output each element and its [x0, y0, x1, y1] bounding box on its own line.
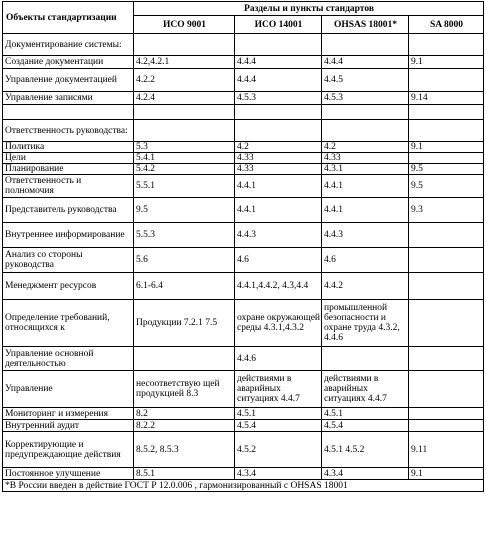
cell: 4.2	[322, 142, 409, 153]
row-label: Управление основной деятельностью	[3, 347, 134, 371]
cell: 4.4.1	[235, 175, 322, 198]
cell: 9.5	[409, 175, 484, 198]
table-row	[3, 420, 484, 432]
cell: 8.2	[134, 408, 235, 420]
header-iso9001: ИСО 9001	[134, 16, 235, 34]
cell	[409, 223, 484, 248]
cell: 9.1	[409, 468, 484, 480]
table-row	[3, 432, 484, 468]
row-label: Внутренний аудит	[3, 420, 134, 432]
cell	[409, 408, 484, 420]
cell: 4.4.1	[322, 198, 409, 223]
row-label: Управление	[3, 371, 134, 408]
row-label: Ответственность руководства:	[3, 120, 134, 142]
cell	[134, 120, 235, 142]
table-row	[3, 223, 484, 248]
cell: 4.4.2	[322, 273, 409, 300]
cell	[409, 248, 484, 273]
cell: 9.3	[409, 198, 484, 223]
table-row	[3, 120, 484, 142]
header-objects: Объекты стандартизации	[3, 2, 134, 34]
cell: 9.1	[409, 142, 484, 153]
cell	[409, 120, 484, 142]
cell	[235, 34, 322, 56]
row-label: Управление записями	[3, 92, 134, 105]
cell: 8.2.2	[134, 420, 235, 432]
cell: 4.33	[322, 153, 409, 164]
cell: 4.4.4	[235, 56, 322, 69]
row-label: Мониторинг и измерения	[3, 408, 134, 420]
cell: 4.2.2	[134, 69, 235, 92]
cell: несоответствую щей продукцией 8.3	[134, 371, 235, 408]
row-label: Планирование	[3, 164, 134, 175]
table-row	[3, 56, 484, 69]
cell: 4.4.6	[235, 347, 322, 371]
cell: 4.4.5	[322, 69, 409, 92]
header-sections: Разделы и пункты стандартов	[134, 2, 484, 16]
table-row	[3, 273, 484, 300]
cell: 5.5.3	[134, 223, 235, 248]
cell: 5.5.1	[134, 175, 235, 198]
cell: 8.5.2, 8.5.3	[134, 432, 235, 468]
table-row	[3, 468, 484, 480]
cell: 9.1	[409, 56, 484, 69]
row-label: Создание документации	[3, 56, 134, 69]
cell: 4.4.3	[235, 223, 322, 248]
cell: 5.4.1	[134, 153, 235, 164]
header-iso14001: ИСО 14001	[235, 16, 322, 34]
table-row	[3, 69, 484, 92]
cell	[409, 371, 484, 408]
cell: 4.5.4	[322, 420, 409, 432]
table-row	[3, 164, 484, 175]
cell	[322, 120, 409, 142]
row-label: Постоянное улучшение	[3, 468, 134, 480]
cell	[409, 300, 484, 347]
row-label: Корректирующие и предупреждающие действия	[3, 432, 134, 468]
row-label: Ответственность и полномочия	[3, 175, 134, 198]
cell: 4.2	[235, 142, 322, 153]
row-label: Документирование системы:	[3, 34, 134, 56]
cell: 4.3.4	[235, 468, 322, 480]
cell: 4.5.3	[235, 92, 322, 105]
cell: 4.4.3	[322, 223, 409, 248]
cell	[409, 273, 484, 300]
cell	[409, 420, 484, 432]
row-label: Управление документацией	[3, 69, 134, 92]
table-row	[3, 347, 484, 371]
cell: 4.5.1	[322, 408, 409, 420]
row-label: Цели	[3, 153, 134, 164]
cell: 6.1-6.4	[134, 273, 235, 300]
cell	[409, 153, 484, 164]
cell: 9.14	[409, 92, 484, 105]
cell: 4.4.1,4.4.2, 4.3,4.4	[235, 273, 322, 300]
cell: 4.2.4	[134, 92, 235, 105]
table-row	[3, 371, 484, 408]
cell: 4.4.1	[235, 198, 322, 223]
cell: 5.3	[134, 142, 235, 153]
table-row	[3, 300, 484, 347]
cell	[235, 120, 322, 142]
table-row	[3, 153, 484, 164]
row-label: Представитель руководства	[3, 198, 134, 223]
header-sa8000: SA 8000	[409, 16, 484, 34]
cell: 4.4.4	[322, 56, 409, 69]
cell: 4.5.1 4.5.2	[322, 432, 409, 468]
cell: 4.33	[235, 164, 322, 175]
table-row	[3, 142, 484, 153]
row-label: Менеджмент ресурсов	[3, 273, 134, 300]
cell: 4.4.1	[322, 175, 409, 198]
cell: 5.4.2	[134, 164, 235, 175]
cell	[134, 34, 235, 56]
row-label: Определение требований, относящихся к	[3, 300, 134, 347]
cell: 4.3.4	[322, 468, 409, 480]
cell: Продукции 7.2.1 7.5	[134, 300, 235, 347]
cell: действиями в аварийных ситуациях 4.4.7	[322, 371, 409, 408]
cell	[409, 347, 484, 371]
table-row	[3, 34, 484, 56]
cell: 4.5.1	[235, 408, 322, 420]
cell	[409, 34, 484, 56]
cell: 9.5	[409, 164, 484, 175]
cell: промышленной безопасности и охране труда 4.3.2, 4.4.6	[322, 300, 409, 347]
cell: 4.3.1	[322, 164, 409, 175]
cell: 4.6	[322, 248, 409, 273]
table-row	[3, 198, 484, 223]
cell	[409, 69, 484, 92]
cell: 4.5.4	[235, 420, 322, 432]
cell: 4.5.3	[322, 92, 409, 105]
cell	[322, 347, 409, 371]
cell: 9.11	[409, 432, 484, 468]
cell: 4.6	[235, 248, 322, 273]
footnote: *В России введен в действие ГОСТ Р 12.0.006 , гармонизированный с OHSAS 18001	[3, 480, 484, 492]
row-label: Политика	[3, 142, 134, 153]
cell: 4.33	[235, 153, 322, 164]
table-row	[3, 408, 484, 420]
row-label: Анализ со стороны руководства	[3, 248, 134, 273]
cell	[322, 34, 409, 56]
standards-table	[2, 1, 484, 492]
cell	[134, 347, 235, 371]
cell: 4.4.4	[235, 69, 322, 92]
cell: 4.2,4.2.1	[134, 56, 235, 69]
cell: охране окружающей среды 4.3.1,4.3.2	[235, 300, 322, 347]
table-row-blank	[3, 105, 484, 120]
footnote-row	[3, 480, 484, 492]
table-row	[3, 175, 484, 198]
cell: 4.5.2	[235, 432, 322, 468]
cell: 5.6	[134, 248, 235, 273]
cell: действиями в аварийных ситуациях 4.4.7	[235, 371, 322, 408]
cell: 8.5.1	[134, 468, 235, 480]
table-row	[3, 248, 484, 273]
table-row	[3, 92, 484, 105]
cell: 9.5	[134, 198, 235, 223]
row-label: Внутреннее информирование	[3, 223, 134, 248]
header-ohsas18001: OHSAS 18001*	[322, 16, 409, 34]
